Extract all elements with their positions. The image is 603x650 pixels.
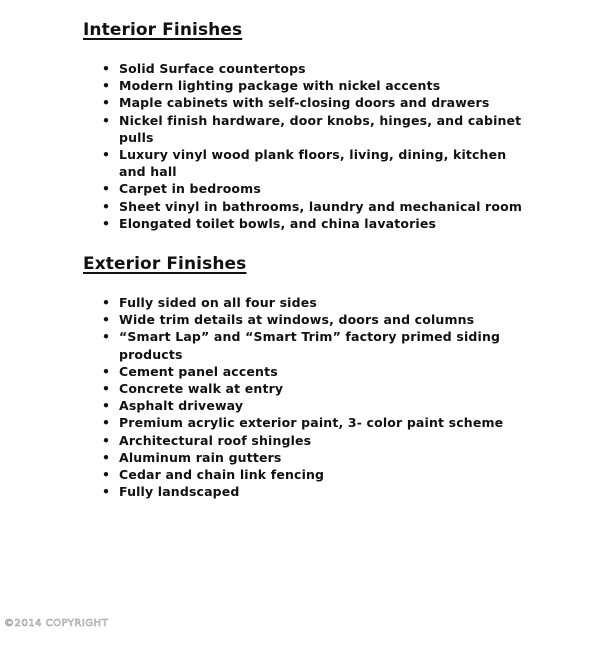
list-item-text: Nickel finish hardware, door knobs, hinges, and cabinet pulls xyxy=(119,112,522,145)
bullet-icon: • xyxy=(102,398,111,414)
list-item-text: Aluminum rain gutters xyxy=(119,449,282,465)
list-item-text: Modern lighting package with nickel accents xyxy=(119,78,441,94)
list-item-text: Fully sided on all four sides xyxy=(119,295,317,310)
exterior-finishes-list xyxy=(83,294,523,500)
list-item xyxy=(83,466,523,483)
list-item-text: Asphalt driveway xyxy=(119,398,244,414)
bullet-icon: • xyxy=(102,181,111,197)
exterior-finishes-heading: Exterior Finishes xyxy=(83,254,247,274)
bullet-icon: • xyxy=(102,381,111,397)
list-item-text: Sheet vinyl in bathrooms, laundry and mechanical room xyxy=(119,198,522,214)
list-item xyxy=(83,414,523,431)
list-item-text: Elongated toilet bowls, and china lavatories xyxy=(119,215,437,231)
list-item-text: Premium acrylic exterior paint, 3- color paint scheme xyxy=(119,415,504,431)
bullet-icon: • xyxy=(102,112,111,128)
list-item xyxy=(83,294,523,311)
interior-finishes-section xyxy=(83,19,523,232)
list-item xyxy=(83,77,523,94)
list-item-text: Architectural roof shingles xyxy=(119,432,312,448)
bullet-icon: • xyxy=(102,61,111,76)
copyright-watermark: ©2014 COPYRIGHT xyxy=(4,618,109,629)
list-item xyxy=(83,60,523,77)
bullet-icon: • xyxy=(102,415,111,431)
bullet-icon: • xyxy=(102,215,111,231)
bullet-icon: • xyxy=(102,95,111,111)
bullet-icon: • xyxy=(102,329,111,345)
list-item-text: “Smart Lap” and “Smart Trim” factory primed siding products xyxy=(119,329,501,362)
bullet-icon: • xyxy=(102,363,111,379)
bullet-icon: • xyxy=(102,78,111,94)
bullet-icon: • xyxy=(102,432,111,448)
list-item-text: Carpet in bedrooms xyxy=(119,181,261,197)
list-item-text: Solid Surface countertops xyxy=(119,61,306,76)
list-item xyxy=(83,363,523,380)
list-item xyxy=(83,432,523,449)
list-item xyxy=(83,380,523,397)
list-item xyxy=(83,146,523,180)
list-item-text: Fully landscaped xyxy=(119,484,240,500)
list-item-text: Luxury vinyl wood plank floors, living, dining, kitchen and hall xyxy=(119,147,507,180)
list-item xyxy=(83,397,523,414)
list-item xyxy=(83,94,523,111)
list-item-text: Maple cabinets with self-closing doors and drawers xyxy=(119,95,490,111)
bullet-icon: • xyxy=(102,449,111,465)
bullet-icon: • xyxy=(102,147,111,163)
list-item xyxy=(83,328,523,362)
list-item xyxy=(83,483,523,500)
interior-finishes-list xyxy=(83,60,523,232)
bullet-icon: • xyxy=(102,467,111,483)
list-item xyxy=(83,180,523,197)
list-item xyxy=(83,198,523,215)
list-item xyxy=(83,112,523,146)
list-item-text: Concrete walk at entry xyxy=(119,381,284,397)
bullet-icon: • xyxy=(102,312,111,328)
bullet-icon: • xyxy=(102,484,111,500)
list-item-text: Wide trim details at windows, doors and columns xyxy=(119,312,475,328)
bullet-icon: • xyxy=(102,198,111,214)
list-item xyxy=(83,311,523,328)
list-item-text: Cement panel accents xyxy=(119,363,278,379)
bullet-icon: • xyxy=(102,295,111,310)
exterior-finishes-section xyxy=(83,253,523,500)
interior-finishes-heading: Interior Finishes xyxy=(83,20,243,40)
list-item xyxy=(83,215,523,232)
list-item xyxy=(83,449,523,466)
list-item-text: Cedar and chain link fencing xyxy=(119,467,325,483)
